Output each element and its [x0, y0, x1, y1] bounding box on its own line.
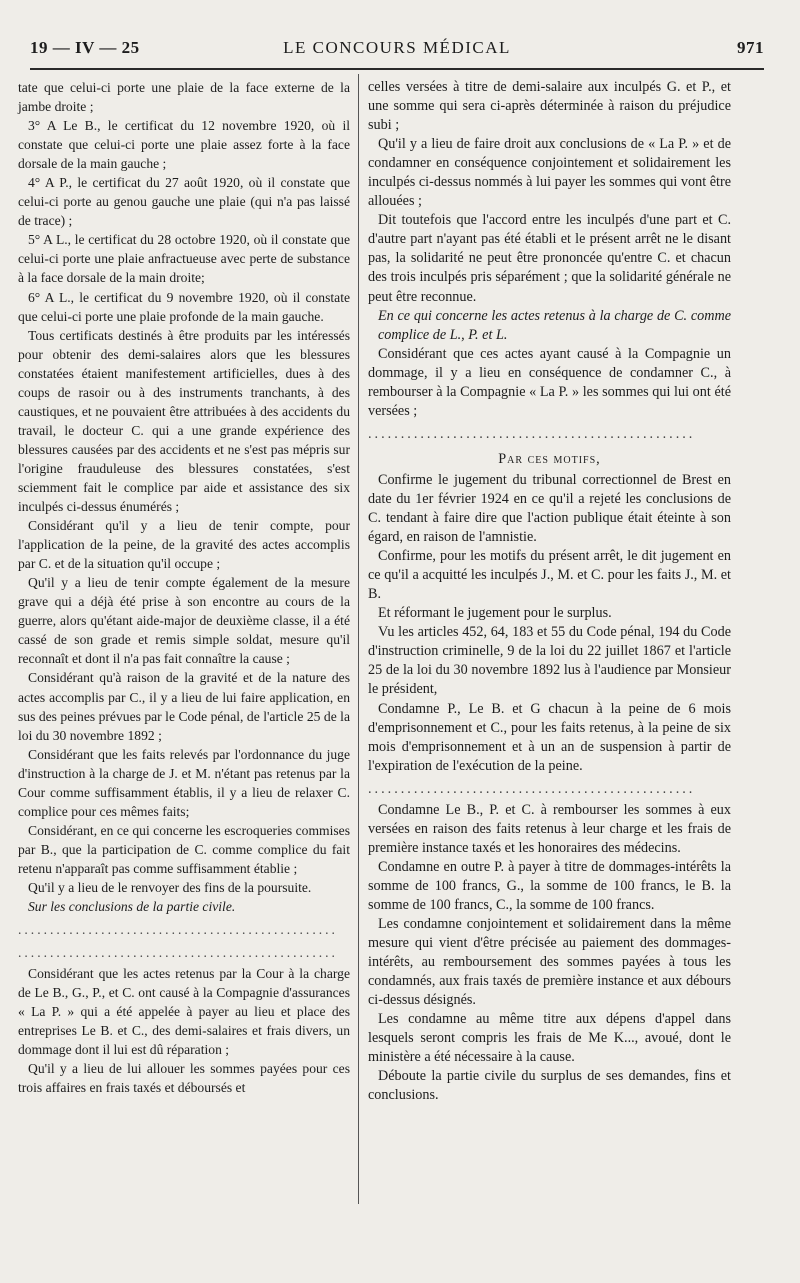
paragraph: Condamne Le B., P. et C. à rembourser les sommes à eux versées en raison des faits retenus à leur charge et les frais de première instance taxés et les honoraires des médecins.	[368, 801, 731, 856]
elision-dots: ..................................................	[18, 922, 338, 938]
paragraph: Les condamne conjointement et solidairement dans la même mesure qui vient d'être précisée au paiement des dommages-intérêts, au remboursement des sommes payées à tous les condamnés, aux frais taxés de première instance et aux débours ci-dessus désignés.	[368, 916, 731, 1009]
section-heading: Sur les conclusions de la partie civile.	[28, 899, 236, 915]
paragraph: 5° A L., le certificat du 28 octobre 1920, où il constate que celui-ci porte une plaie anfractueuse avec perte de substance à la face dorsale de la main droite;	[18, 232, 350, 286]
paragraph: Qu'il y a lieu de tenir compte également de la mesure grave qui a déjà été prise à son encontre au cours de la guerre, alors qu'étant aide-major de deuxième classe, il a été cassé de son grade et remis simple soldat, mesure qu'il reconnaît et dont il n'a pas fait connaître la cause ;	[18, 575, 350, 667]
section-title: Par ces motifs,	[498, 450, 601, 467]
paragraph: Considérant, en ce qui concerne les escroqueries commises par B., que la participation de C. comme complice du fait retenu n'apparaît pas comme suffisamment établie ;	[18, 822, 350, 876]
paragraph: Qu'il y a lieu de lui allouer les sommes payées pour ces trois affaires en frais taxés et déboursés et	[18, 1061, 350, 1096]
paragraph: Considérant que ces actes ayant causé à la Compagnie un dommage, il y a lieu en conséquence de condamner C., à rembourser à la Compagnie « La P. » les sommes qui lui ont été versées ;	[368, 345, 731, 419]
paragraph: Confirme, pour les motifs du présent arrêt, le dit jugement en ce qu'il a acquitté les inculpés J., M. et C. pour les faits J., M. et B.	[368, 548, 731, 603]
paragraph: Qu'il y a lieu de le renvoyer des fins de la poursuite.	[28, 879, 312, 895]
page-header	[30, 38, 764, 70]
paragraph: tate que celui-ci porte une plaie de la face externe de la jambe droite ;	[18, 80, 350, 115]
paragraph: 4° A P., le certificat du 27 août 1920, où il constate que celui-ci porte au genou gauche une plaie (qui n'a pas laissé de trace) ;	[18, 175, 350, 229]
paragraph: Et réformant le jugement pour le surplus.	[378, 605, 612, 622]
left-column	[18, 78, 350, 1097]
section-heading: En ce qui concerne les actes retenus à la charge de C. comme complice de L., P. et L.	[378, 307, 731, 343]
paragraph: Considérant que les actes retenus par la Cour à la charge de Le B., G., P., et C. ont causé à la Compagnie d'assurances « La P. » qui a été appelée à payer au lieu et place des entreprises Le B. et C., des demi-salaires et frais divers, un dommage dont il lui est dû réparation ;	[18, 966, 350, 1058]
paragraph: Les condamne au même titre aux dépens d'appel dans lesquels seront compris les frais de Me K..., avoué, dont le ministère a été nécessaire à la cause.	[368, 1011, 731, 1066]
paragraph: celles versées à titre de demi-salaire aux inculpés G. et P., et une somme qui sera ci-après déterminée à raison du préjudice subi ;	[368, 79, 731, 134]
paragraph: Tous certificats destinés à être produits par les intéressés pour obtenir des demi-salaires alors que les blessures constatées étaient manifestement artificielles, dues à des coups de rasoir ou à des instruments tranchants, à des caustiques, et ne pouvaient être attribuées à des accidents du travail, le docteur C. qui a une grande expérience des blessures causées par des accidents et ne s'est pas mépris sur l'origine frauduleuse des blessures constatées, s'est sciemment fait le complice par aide et assistance des six inculpés ci-dessus énumérés ;	[18, 327, 350, 515]
paragraph: Confirme le jugement du tribunal correctionnel de Brest en date du 1er février 1924 en ce qu'il a rejeté les conclusions de C. tendant à faire dire que l'action publique était éteinte à son égard, en raison de l'amnistie.	[368, 471, 731, 546]
elision-dots: ..................................................	[368, 425, 696, 442]
journal-title: LE CONCOURS MÉDICAL	[283, 38, 511, 57]
paragraph: Déboute la partie civile du surplus de ses demandes, fins et conclusions.	[368, 1068, 731, 1104]
header-date: 19 — IV — 25	[30, 38, 140, 57]
paragraph: 6° A L., le certificat du 9 novembre 1920, où il constate que celui-ci porte une plaie profonde de la main gauche.	[18, 289, 350, 324]
elision-dots: ..................................................	[368, 780, 696, 797]
right-column	[368, 78, 731, 1105]
paragraph: Vu les articles 452, 64, 183 et 55 du Code pénal, 194 du Code d'instruction criminelle, 9 de la loi du 22 juillet 1867 et l'article 25 de la loi du 30 novembre 1892 lus à l'audience par Monsieur le président,	[368, 624, 731, 698]
column-divider	[358, 74, 359, 1204]
paragraph: Considérant que les faits relevés par l'ordonnance du juge d'instruction à la charge de J. et M. n'étant pas retenus par la Cour comme suffisamment établis, il y a lieu de relaxer C. complice pour ces mêmes faits;	[18, 746, 350, 819]
paragraph: Considérant qu'il y a lieu de tenir compte, pour l'application de la peine, de la gravité des actes accomplis par C. et de la situation qu'il occupe ;	[18, 518, 350, 572]
page-number: 971	[737, 38, 764, 57]
paragraph: Condamne P., Le B. et G chacun à la peine de 6 mois d'emprisonnement et C., pour les faits retenus, à la peine de six mois d'emprisonnement et à un an de suspension à partir de l'expiration de l'exécution de la peine.	[368, 700, 731, 774]
paragraph: Considérant qu'à raison de la gravité et de la nature des actes accomplis par C., il y a lieu de lui faire application, en sus des peines prévues par le Code pénal, de l'article 25 de la loi du 30 novembre 1892 ;	[18, 670, 350, 743]
paragraph: 3° A Le B., le certificat du 12 novembre 1920, où il constate que celui-ci porte une plaie assez forte à la face dorsale de la main gauche ;	[18, 118, 350, 172]
paragraph: Dit toutefois que l'accord entre les inculpés d'une part et C. d'autre part n'ayant pas été établi et le présent arrêt ne le disant pas, la solidarité ne peut être prononcée qu'entre C. et chacun des trois inculpés pris séparément ; que la solidarité générale ne peut être reconnue.	[368, 212, 731, 305]
elision-dots: ..................................................	[18, 945, 338, 961]
paragraph: Condamne en outre P. à payer à titre de dommages-intérêts la somme de 100 francs, G., la somme de 100 francs, le B. la somme de 100 francs, C., la somme de 100 francs.	[368, 858, 731, 913]
paragraph: Qu'il y a lieu de faire droit aux conclusions de « La P. » et de condamner en conséquence conjointement et solidairement les inculpés ci-dessus nommés à lui payer les sommes qui vont être allouées ;	[368, 136, 731, 210]
